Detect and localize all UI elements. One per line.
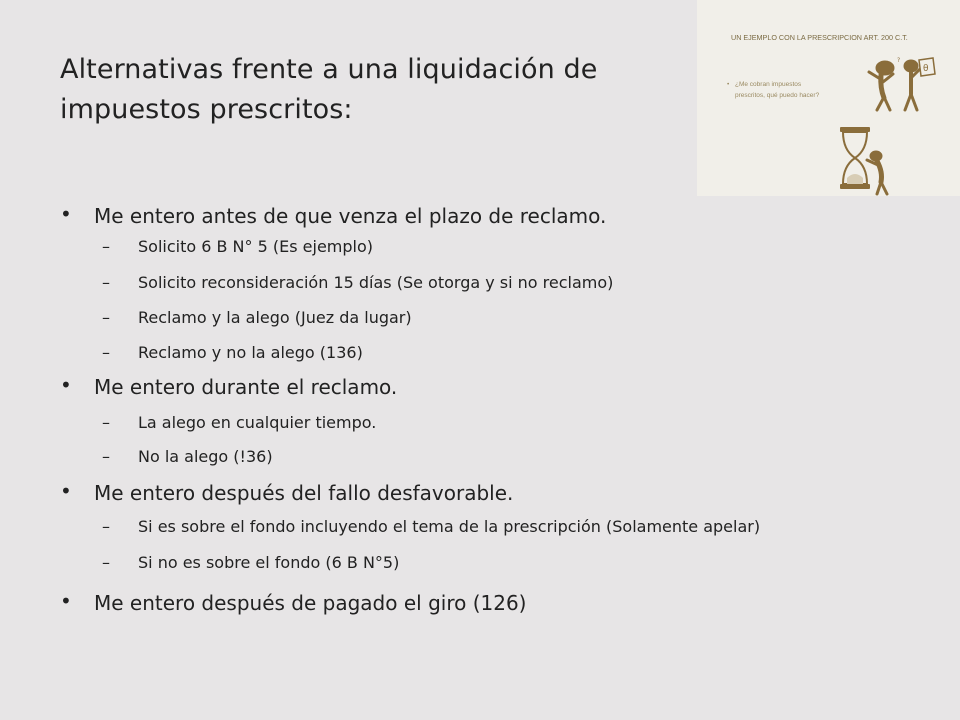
list-subitem-text: Si es sobre el fondo incluyendo el tema de la prescripción (Solamente apelar) [138, 517, 761, 536]
thumbnail-bullet-line-2: prescritos, qué puedo hacer? [735, 92, 820, 99]
list-subitem-text: Solicito 6 B N° 5 (Es ejemplo) [138, 237, 373, 256]
thumbnail-bullet-line-1: ¿Me cobran impuestos [735, 81, 802, 88]
slide-title-line-1: Alternativas frente a una liquidación de [60, 54, 598, 85]
thumbnail-heading: UN EJEMPLO CON LA PRESCRIPCION ART. 200 C.T. [731, 33, 908, 42]
stick-figures-icon [869, 57, 935, 110]
thumbnail-illustration [697, 0, 960, 196]
list-item-text: Me entero después de pagado el giro (126) [94, 591, 527, 615]
thumbnail-bullet-dot: • [727, 81, 730, 88]
list-subitem-text: Reclamo y la alego (Juez da lugar) [138, 308, 412, 327]
hourglass-icon [840, 127, 887, 194]
list-subitem-text: No la alego (!36) [138, 447, 273, 466]
list-item-text: Me entero durante el reclamo. [94, 375, 398, 399]
slide-thumbnail [697, 0, 960, 196]
slide-title-line-2: impuestos prescritos: [60, 94, 353, 125]
list-subitem-text: Solicito reconsideración 15 días (Se otorga y si no reclamo) [138, 273, 614, 292]
sub-bullet-dash: – [102, 237, 110, 256]
bullet-dot: • [60, 202, 72, 226]
bullet-dot: • [60, 373, 72, 397]
bullet-dot: • [60, 589, 72, 613]
list-subitem-text: Si no es sobre el fondo (6 B N°5) [138, 553, 400, 572]
sub-bullet-dash: – [102, 308, 110, 327]
svg-text:?: ? [897, 57, 901, 64]
list-subitem-text: Reclamo y no la alego (136) [138, 343, 363, 362]
sub-bullet-dash: – [102, 447, 110, 466]
list-item-text: Me entero antes de que venza el plazo de reclamo. [94, 204, 607, 228]
slide-title [60, 50, 700, 130]
sub-bullet-dash: – [102, 273, 110, 292]
sub-bullet-dash: – [102, 343, 110, 362]
list-subitem-text: La alego en cualquier tiempo. [138, 413, 377, 432]
list-item-text: Me entero después del fallo desfavorable. [94, 481, 514, 505]
bullet-dot: • [60, 479, 72, 503]
sub-bullet-dash: – [102, 517, 110, 536]
sub-bullet-dash: – [102, 413, 110, 432]
svg-text:θ: θ [923, 64, 929, 74]
sub-bullet-dash: – [102, 553, 110, 572]
